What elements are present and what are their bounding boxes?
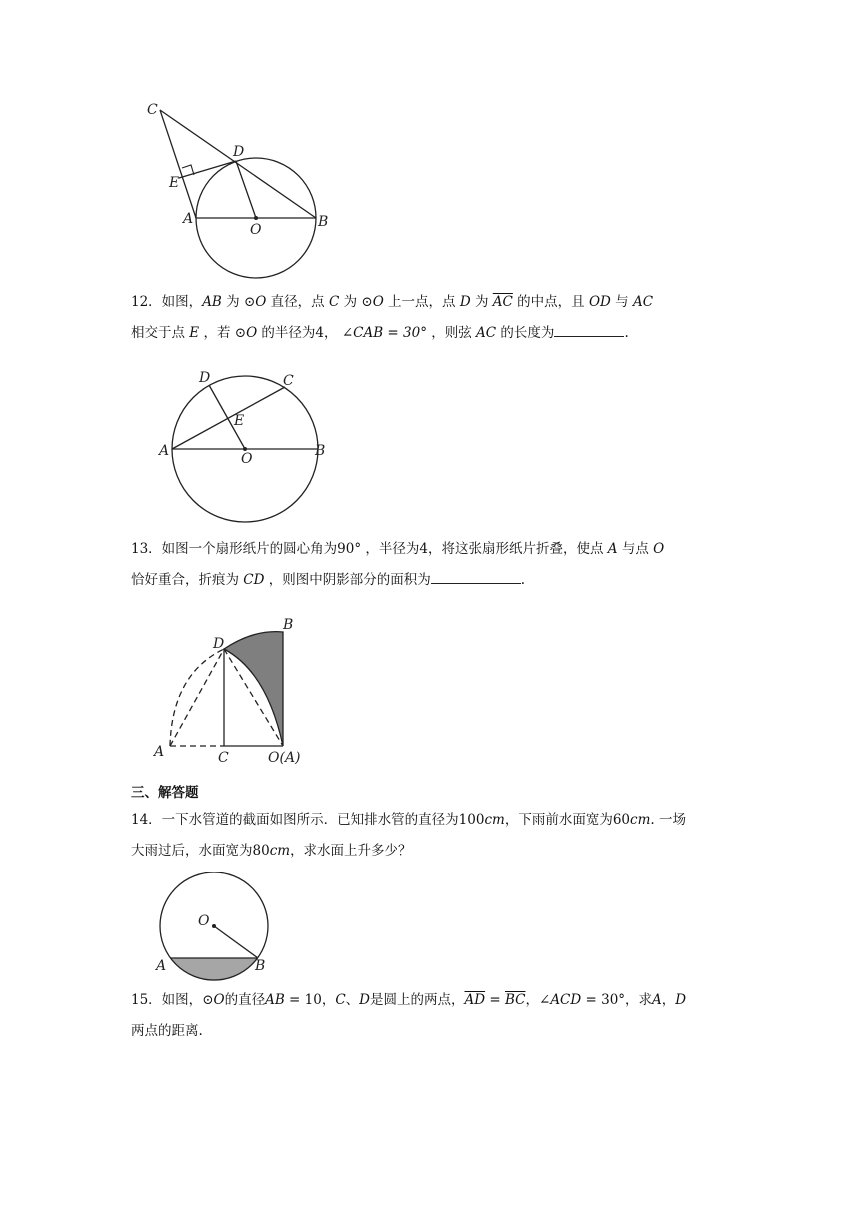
label-oa: O(A) [268,750,301,766]
label-a: A [156,958,167,974]
label-c: C [147,102,158,118]
label-b: B [315,443,326,459]
line-ca [160,110,196,218]
line-de [179,161,236,178]
label-o: O [250,222,262,238]
label-e: E [234,413,245,429]
answer-blank-12[interactable] [554,322,624,337]
label-o: O [198,913,210,929]
water-region [170,958,258,981]
chord-ac [172,387,285,449]
question-13: 13．如图一个扇形纸片的圆心角为90° ，半径为4，将这张扇形纸片折叠，使点 A 与点 O 恰好重合，折痕为 CD ，则图中阴影部分的面积为 . [131,541,665,588]
figure-q11 [140,95,340,280]
label-c: C [218,750,229,766]
label-d: D [199,370,211,386]
label-b: B [283,617,294,633]
label-d: D [213,636,225,652]
line-cb [160,110,316,218]
question-15: 15．如图，⊙O的直径AB = 10，C、D是圆上的两点，$\overline{AD} = \overline{BC}$，∠ACD = 30°，求A，D 两点的距离. [131,992,687,1039]
dashed-line-ad [170,649,224,746]
label-a: A [183,211,194,227]
figure-q12 [155,365,335,525]
center-dot [212,924,216,928]
label-b: B [318,214,329,230]
label-c: C [283,373,294,389]
figure-q14 [150,872,280,982]
radius-ob [214,926,258,958]
shaded-region [224,632,283,746]
label-b: B [255,958,266,974]
figure-q13 [150,612,315,772]
section-heading: 三、解答题 [131,785,199,801]
label-a: A [159,443,170,459]
label-d: D [233,144,245,160]
label-e: E [169,175,180,191]
center-dot [254,216,258,220]
label-a: A [154,744,165,760]
question-12: 12．如图，AB 为 ⊙O 直径，点 C 为 ⊙O 上一点，点 D 为 $\overline{AC}$ 的中点，且 OD 与 AC 相交于点 E ，若 ⊙O 的半径为4， ∠CAB = 30° ，则弦 AC 的长度为 . [131,294,654,341]
question-14: 14．一下水管道的截面如图所示．已知排水管的直径为100cm，下雨前水面宽为60cm. 一场 大雨过后，水面宽为80cm，求水面上升多少？ [131,812,686,859]
label-o: O [241,451,253,467]
answer-blank-13[interactable] [431,569,521,584]
